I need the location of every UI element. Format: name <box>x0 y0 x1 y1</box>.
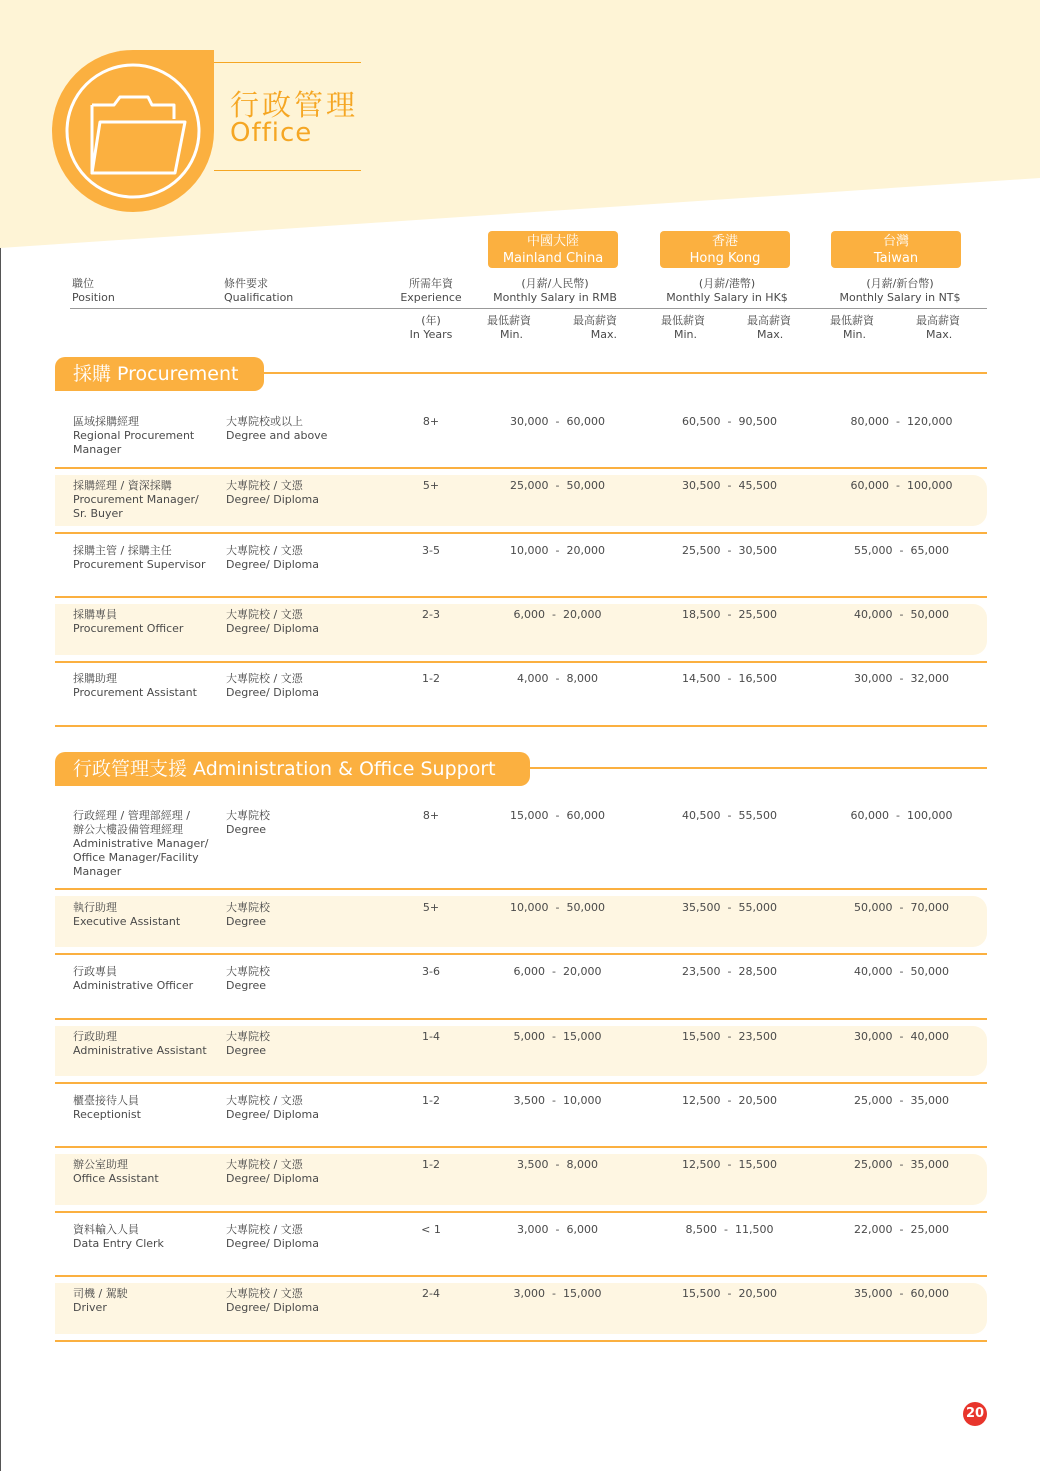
header-min-tw: 最低薪資 Min. <box>830 314 874 341</box>
qualification-cell: 大專院校 / 文憑 Degree/ Diploma <box>226 672 319 699</box>
salary-hk-cell: 12,500 - 20,500 <box>682 1094 777 1107</box>
salary-tw-cell: 40,000 - 50,000 <box>854 608 949 621</box>
header-min-cn: 最低薪資 Min. <box>487 314 531 341</box>
section-title-admin: 行政管理支援 Administration & Office Support <box>55 752 530 786</box>
position-cell: 行政經理 / 管理部經理 / 辦公大樓設備管理經理 Administrative Manager/ Office Manager/Facility Manager <box>73 809 209 878</box>
position-cell: 櫃臺接待人員 Receptionist <box>73 1094 141 1121</box>
salary-hk-cell: 60,500 - 90,500 <box>682 415 777 428</box>
salary-tw-cell: 25,000 - 35,000 <box>854 1158 949 1171</box>
salary-hk-cell: 15,500 - 20,500 <box>682 1287 777 1300</box>
salary-tw-cell: 40,000 - 50,000 <box>854 965 949 978</box>
position-cell: 採購經理 / 資深採購 Procurement Manager/ Sr. Buyer <box>73 479 199 520</box>
header-unit-ntd: (月薪/新台幣) Monthly Salary in NT$ <box>839 277 961 304</box>
salary-hk-cell: 35,500 - 55,000 <box>682 901 777 914</box>
salary-cn-cell: 3,000 - 15,000 <box>513 1287 602 1300</box>
page-number: 20 <box>963 1402 987 1426</box>
salary-cn-cell: 30,000 - 60,000 <box>510 415 605 428</box>
qualification-cell: 大專院校 / 文憑 Degree/ Diploma <box>226 1223 319 1250</box>
qualification-cell: 大專院校 Degree <box>226 1030 270 1057</box>
salary-cn-cell: 3,500 - 10,000 <box>513 1094 602 1107</box>
salary-hk-cell: 25,500 - 30,500 <box>682 544 777 557</box>
salary-hk-cell: 40,500 - 55,500 <box>682 809 777 822</box>
experience-cell: 5+ <box>422 901 440 914</box>
position-cell: 行政助理 Administrative Assistant <box>73 1030 207 1057</box>
qualification-cell: 大專院校 / 文憑 Degree/ Diploma <box>226 544 319 571</box>
row-separator <box>55 532 987 534</box>
experience-cell: < 1 <box>421 1223 441 1236</box>
salary-hk-cell: 8,500 - 11,500 <box>685 1223 774 1236</box>
header-rule <box>70 308 987 309</box>
row-separator <box>55 1275 987 1277</box>
header-qualification: 條件要求 Qualification <box>224 277 294 304</box>
row-separator <box>55 888 987 890</box>
qualification-cell: 大專院校或以上 Degree and above <box>226 415 328 442</box>
qualification-cell: 大專院校 Degree <box>226 965 270 992</box>
salary-cn-cell: 15,000 - 60,000 <box>510 809 605 822</box>
salary-cn-cell: 10,000 - 50,000 <box>510 901 605 914</box>
region-mainland-china: 中國大陸 Mainland China <box>488 231 618 268</box>
experience-cell: 3-6 <box>422 965 440 978</box>
row-separator <box>55 725 987 727</box>
salary-hk-cell: 12,500 - 15,500 <box>682 1158 777 1171</box>
experience-cell: 5+ <box>422 479 440 492</box>
salary-cn-cell: 5,000 - 15,000 <box>513 1030 602 1043</box>
salary-tw-cell: 22,000 - 25,000 <box>854 1223 949 1236</box>
salary-hk-cell: 18,500 - 25,500 <box>682 608 777 621</box>
salary-cn-cell: 3,500 - 8,000 <box>517 1158 598 1171</box>
salary-tw-cell: 30,000 - 40,000 <box>854 1030 949 1043</box>
salary-tw-cell: 25,000 - 35,000 <box>854 1094 949 1107</box>
experience-cell: 2-4 <box>422 1287 440 1300</box>
row-separator <box>55 953 987 955</box>
position-cell: 行政專員 Administrative Officer <box>73 965 194 992</box>
position-cell: 執行助理 Executive Assistant <box>73 901 181 928</box>
position-cell: 採購主管 / 採購主任 Procurement Supervisor <box>73 544 206 571</box>
section-rule-admin <box>528 767 987 769</box>
salary-hk-cell: 15,500 - 23,500 <box>682 1030 777 1043</box>
page-title-cn: 行政管理 <box>230 88 359 122</box>
region-taiwan: 台灣 Taiwan <box>831 231 961 268</box>
salary-cn-cell: 4,000 - 8,000 <box>517 672 598 685</box>
header-unit-rmb: (月薪/人民幣) Monthly Salary in RMB <box>493 277 617 304</box>
salary-hk-cell: 14,500 - 16,500 <box>682 672 777 685</box>
salary-hk-cell: 23,500 - 28,500 <box>682 965 777 978</box>
salary-tw-cell: 50,000 - 70,000 <box>854 901 949 914</box>
header-max-tw: 最高薪資 Max. <box>916 314 960 341</box>
header-min-hk: 最低薪資 Min. <box>661 314 705 341</box>
salary-tw-cell: 80,000 - 120,000 <box>850 415 953 428</box>
salary-hk-cell: 30,500 - 45,500 <box>682 479 777 492</box>
page-title-en: Office <box>230 118 313 148</box>
header-max-cn: 最高薪資 Max. <box>573 314 617 341</box>
row-separator <box>55 596 987 598</box>
salary-cn-cell: 3,000 - 6,000 <box>517 1223 598 1236</box>
salary-tw-cell: 35,000 - 60,000 <box>854 1287 949 1300</box>
position-cell: 採購專員 Procurement Officer <box>73 608 184 635</box>
row-separator <box>55 1340 987 1342</box>
header-experience: 所需年資 Experience <box>400 277 462 304</box>
experience-cell: 1-2 <box>422 1158 440 1171</box>
salary-tw-cell: 55,000 - 65,000 <box>854 544 949 557</box>
title-rule-top <box>214 62 361 63</box>
position-cell: 採購助理 Procurement Assistant <box>73 672 197 699</box>
salary-cn-cell: 25,000 - 50,000 <box>510 479 605 492</box>
row-separator <box>55 1146 987 1148</box>
folder-icon <box>52 50 214 212</box>
row-separator <box>55 467 987 469</box>
position-cell: 司機 / 駕駛 Driver <box>73 1287 128 1314</box>
row-separator <box>55 661 987 663</box>
qualification-cell: 大專院校 / 文憑 Degree/ Diploma <box>226 1094 319 1121</box>
salary-tw-cell: 60,000 - 100,000 <box>850 479 953 492</box>
experience-cell: 3-5 <box>422 544 440 557</box>
qualification-cell: 大專院校 Degree <box>226 901 270 928</box>
qualification-cell: 大專院校 Degree <box>226 809 270 836</box>
qualification-cell: 大專院校 / 文憑 Degree/ Diploma <box>226 1158 319 1185</box>
salary-tw-cell: 60,000 - 100,000 <box>850 809 953 822</box>
salary-cn-cell: 6,000 - 20,000 <box>513 608 602 621</box>
experience-cell: 8+ <box>422 809 440 822</box>
experience-cell: 1-4 <box>422 1030 440 1043</box>
header-years: (年) In Years <box>409 314 453 341</box>
experience-cell: 1-2 <box>422 672 440 685</box>
header-unit-hkd: (月薪/港幣) Monthly Salary in HK$ <box>666 277 788 304</box>
row-separator <box>55 1018 987 1020</box>
salary-cn-cell: 6,000 - 20,000 <box>513 965 602 978</box>
qualification-cell: 大專院校 / 文憑 Degree/ Diploma <box>226 1287 319 1314</box>
section-rule-procurement <box>262 372 987 374</box>
position-cell: 辦公室助理 Office Assistant <box>73 1158 159 1185</box>
header-max-hk: 最高薪資 Max. <box>747 314 791 341</box>
position-cell: 區域採購經理 Regional Procurement Manager <box>73 415 195 456</box>
row-separator <box>55 1082 987 1084</box>
header-position: 職位 Position <box>72 277 115 304</box>
salary-cn-cell: 10,000 - 20,000 <box>510 544 605 557</box>
salary-tw-cell: 30,000 - 32,000 <box>854 672 949 685</box>
qualification-cell: 大專院校 / 文憑 Degree/ Diploma <box>226 479 319 506</box>
section-title-procurement: 採購 Procurement <box>55 357 264 391</box>
position-cell: 資料輸入人員 Data Entry Clerk <box>73 1223 164 1250</box>
experience-cell: 2-3 <box>422 608 440 621</box>
title-rule-bottom <box>214 170 361 171</box>
experience-cell: 8+ <box>422 415 440 428</box>
experience-cell: 1-2 <box>422 1094 440 1107</box>
row-separator <box>55 1211 987 1213</box>
region-hong-kong: 香港 Hong Kong <box>660 231 790 268</box>
qualification-cell: 大專院校 / 文憑 Degree/ Diploma <box>226 608 319 635</box>
